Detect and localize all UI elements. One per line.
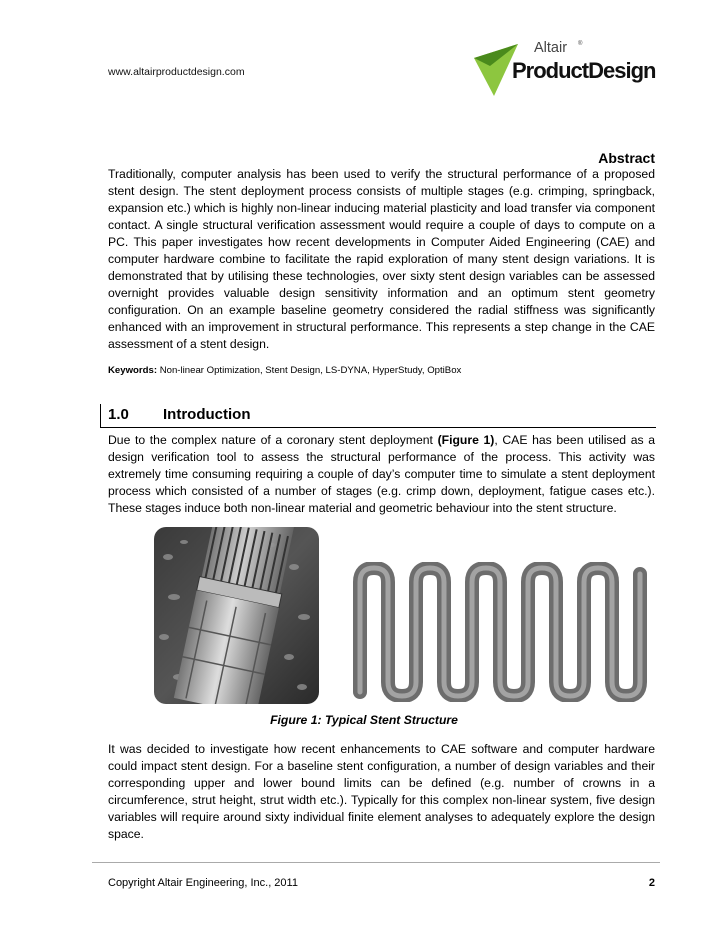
abstract-paragraph: Traditionally, computer analysis has been used to verify the structural performance of a proposed stent design. The stent deployment process consists of multiple stages (e.g. crimping, springback, expansion etc.) which is highly non-linear inducing material plasticity and load transfer via component contact. A single structural verification assessment would require a couple of days to compute on a PC. This paper investigates how recent developments in Computer Aided Engineering (CAE) and computer hardware combine to facilitate the rapid exploration of many stent design variations. It is demonstrated that by utilising these technologies, over sixty stent design variables can be assessed overnight provides valuable design sensitivity information and an optimum stent geometry configuration. On an example baseline geometry considered the radial stiffness was significantly enhanced with an improvement in structural performance. This represents a step change in the CAE assessment of a stent design.: [108, 167, 655, 351]
logo-altair-text: Altair: [534, 40, 568, 56]
figure-reference: (Figure 1): [437, 433, 495, 447]
section-left-bar: [100, 404, 101, 428]
intro-text-a: Due to the complex nature of a coronary stent deployment: [108, 433, 438, 447]
stent-strut-pattern-image: [352, 562, 654, 702]
logo-productdesign-text: ProductDesign: [512, 58, 656, 83]
site-url[interactable]: www.altairproductdesign.com: [108, 66, 245, 78]
altair-productdesign-logo: [474, 40, 664, 98]
keywords-label: Keywords:: [108, 365, 158, 376]
abstract-heading: Abstract: [598, 150, 655, 166]
design-variables-paragraph: It was decided to investigate how recent enhancements to CAE software and computer hardware could impact stent design. For a baseline stent configuration, a number of design variables and their corresponding upper and lower bound limits can be defined (e.g. number of crowns in a circumference, strut height, strut width etc.). Typically for this complex non-linear system, five design variables will require around sixty individual finite element analyses to adequately explore the design space.: [108, 742, 655, 841]
footer-copyright: Copyright Altair Engineering, Inc., 2011: [108, 877, 298, 889]
section-underline: [100, 427, 656, 428]
section-title: Introduction: [163, 406, 251, 423]
section-number: 1.0: [108, 406, 129, 423]
keywords-value: Non-linear Optimization, Stent Design, LS-DYNA, HyperStudy, OptiBox: [157, 365, 462, 376]
intro-text-b: , CAE has been utilised as a design verification tool to assess the structural performance of the process. This activity was extremely time consuming requiring a couple of day’s computer time to simulate a stent deployment process which consisted of a number of stages (e.g. crimp down, deployment, fatigue cases etc.). These stages induce both non-linear material and geometric behaviour into the stent structure.: [108, 433, 655, 515]
keywords-line: [108, 365, 461, 376]
page-number: 2: [648, 877, 655, 889]
intro-paragraph: [108, 432, 655, 517]
stent-micrograph-image: [154, 527, 319, 704]
footer-rule: [92, 862, 660, 863]
logo-registered-mark: ®: [578, 41, 583, 47]
figure-caption: Figure 1: Typical Stent Structure: [270, 713, 458, 727]
